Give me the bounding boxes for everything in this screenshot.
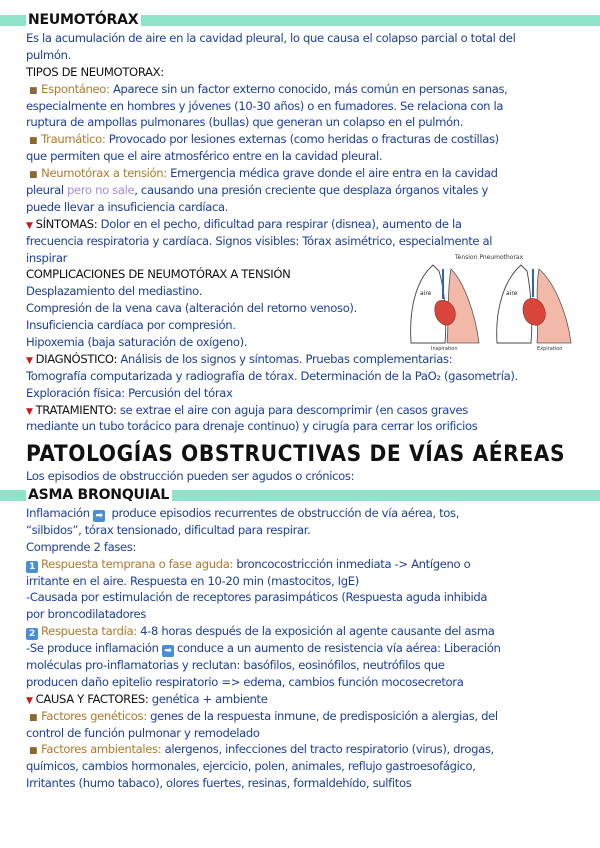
bullet-square-icon: ■ [29,85,38,96]
section-header-neumotorax [0,12,600,28]
section-title: NEUMOTÓRAX [26,12,141,28]
label: Factores ambientales: [41,742,162,757]
sintomas: ▼ SÍNTOMAS: Dolor en el pecho, dificultad para respirar (disnea), aumento de la [26,216,462,231]
lungs-expiration [497,265,571,352]
factores-ambientales: ■ Factores ambientales: alergenos, infecciones del tracto respiratorio (virus), drogas, [29,742,494,757]
neumotorax-body: Es la acumulación de aire en la cavidad pleural, lo que causa el colapso parcial o total del pulmón. TIPOS DE NEUMOTORAX: ■ Espontáneo: Aparece sin un factor externo conocido, más común en personas sanas, especialmente en hombres y jóvenes (10-30 años) o en fumadores. Se relaciona con la ruptura de ampollas pulmonares (bullas) que generan un colapso en el pulmón. ■ Traumático: Provocado por lesiones externas (como heridas o fracturas de costillas) que permiten que el aire atmosférico entre en la cavidad pleural. ■ Neumotórax a tensión: Emergencia médica grave donde el aire entra en la cavidad pleural pero no sale, causando una presión creciente que desplaza órganos vitales y puede llevar a insuficiencia cardíaca. ▼ SÍNTOMAS: Dolor en el pecho, dificultad para respirar (disnea), aumento de la frecuencia respiratoria y cardíaca. Signos visibles: Tórax asimétrico, especialmente al inspirar COMPLICACIONES DE NEUMOTÓRAX A TENSIÓN Desplazamiento del mediastino. Compresión de la vena cava (alteración del retorno venoso). Insuficiencia cardíaca por compresión. Hipoxemia (baja saturación de oxígeno). ▼ DIAGNÓSTICO: Análisis de los signos y síntomas. Pruebas complementarias: Tomografía computarizada y radiografía de tórax. Determinación de la PaO₂ (gasometría). Exploración física: Percusión del tórax ▼ TRATAMIENTO: se extrae el aire con aguja para descomprimir (en casos graves mediante un tubo torácico para drenaje continuo) y cirugía para cerrar los orificios [26,30,578,435]
label: SÍNTOMAS: [35,216,98,231]
number-two-icon: 2 [26,628,38,640]
bullet-square-icon: ■ [29,136,38,147]
lungs-inspiration [411,265,479,352]
tension-pneumothorax-figure [403,251,578,352]
complicaciones-heading: COMPLICACIONES DE NEUMOTÓRAX A TENSIÓN [26,267,291,282]
arrow-right-icon: ➡ [162,645,174,657]
complication-item: Insuficiencia cardíaca por compresión. [26,318,236,333]
highlight-text: pero no sale [67,183,135,198]
triangle-down-icon: ▼ [26,406,33,417]
complication-item: Hipoxemia (baja saturación de oxígeno). [26,335,248,350]
obstructive-intro: Los episodios de obstrucción pueden ser agudos o crónicos: [26,469,355,483]
tipo-traumatico: ■ Traumático: Provocado por lesiones externas (como heridas o fracturas de costillas) [29,132,499,147]
bullet-square-icon: ■ [29,170,38,181]
svg-text:aire: aire [506,290,518,297]
section-title: ASMA BRONQUIAL [26,487,172,503]
label: DIAGNÓSTICO: [35,351,118,366]
svg-text:Expiration: Expiration [537,346,563,352]
label: TRATAMIENTO: [35,402,117,417]
factores-geneticos: ■ Factores genéticos: genes de la respuesta inmune, de predisposición a alergias, del [29,708,498,723]
label: Espontáneo: [41,81,110,96]
number-one-icon: 1 [26,561,38,573]
label: CAUSA Y FACTORES: [35,691,149,706]
causa-factores: ▼ CAUSA Y FACTORES: genética + ambiente [26,691,268,706]
triangle-down-icon: ▼ [26,695,33,706]
svg-text:aire: aire [420,290,432,297]
bullet-square-icon: ■ [29,712,38,723]
arrow-right-icon: ➡ [93,510,105,522]
tratamiento: ▼ TRATAMIENTO: se extrae el aire con aguja para descomprimir (en casos graves [26,402,468,417]
label: Factores genéticos: [41,708,147,723]
label: Respuesta temprana o fase aguda: [41,556,234,571]
complication-item: Desplazamiento del mediastino. [26,284,203,299]
svg-text:Inspiration: Inspiration [431,346,458,352]
triangle-down-icon: ▼ [26,220,33,231]
definition-line: Es la acumulación de aire en la cavidad pleural, lo que causa el colapso parcial o total del [26,31,516,45]
section-header-asma [0,487,600,503]
obstructive-pathologies-title: PATOLOGÍAS OBSTRUCTIVAS DE VÍAS AÉREAS [26,441,566,467]
tipos-heading: TIPOS DE NEUMOTORAX: [26,64,164,79]
label: Neumotórax a tensión: [41,166,167,181]
tipo-espontaneo: ■ Espontáneo: Aparece sin un factor externo conocido, más común en personas sanas, [29,81,508,96]
bullet-square-icon: ■ [29,746,38,757]
asma-body: Inflamación ➡ produce episodios recurrentes de obstrucción de vía aérea, tos, “silbidos”, tórax tensionado, dificultad para respirar. Comprende 2 fases: 1 Respuesta temprana o fase aguda: broncocostricción inmediata -> Antígeno o irritante en el aire. Respuesta en 10-20 min (mastocitos, IgE) -Causada por estimulación de receptores parasimpáticos (Respuesta aguda inhibida por broncodilatadores 2 Respuesta tardía: 4-8 horas después de la exposición al agente causante del asma -Se produce inflamación ➡ conduce a un aumento de resistencia vía aérea: Liberación moléculas pro-inflamatorias y reclutan: basófilos, eosinófilos, neutrófilos que producen daño epitelio respiratorio => edema, cambios función mocosecretora ▼ CAUSA Y FACTORES: genética + ambiente ■ Factores genéticos: genes de la respuesta inmune, de predisposición a alergias, del control de función pulmonar y remodelado ■ Factores ambientales: alergenos, infecciones del tracto respiratorio (virus), drogas, químicos, cambios hormonales, ejercicio, polen, animales, reflujo gastroesofágico, Irritantes (humo tabaco), olores fuertes, resinas, formaldehído, sulfitos [26,505,578,792]
tipo-tension: ■ Neumotórax a tensión: Emergencia médica grave donde el aire entra en la cavidad [29,166,498,181]
diagnostico: ▼ DIAGNÓSTICO: Análisis de los signos y síntomas. Pruebas complementarias: [26,351,453,366]
fase-2: 2 Respuesta tardía: 4-8 horas después de la exposición al agente causante del asma [26,623,578,640]
definition-line: pulmón. [26,47,71,62]
triangle-down-icon: ▼ [26,355,33,366]
label: Traumático: [41,132,106,147]
figure-title: Tension Pneumothorax [455,254,524,261]
fase-1: 1 Respuesta temprana o fase aguda: broncocostricción inmediata -> Antígeno o [26,556,578,573]
complication-item: Compresión de la vena cava (alteración del retorno venoso). [26,301,357,316]
label: Respuesta tardía: [41,624,137,639]
